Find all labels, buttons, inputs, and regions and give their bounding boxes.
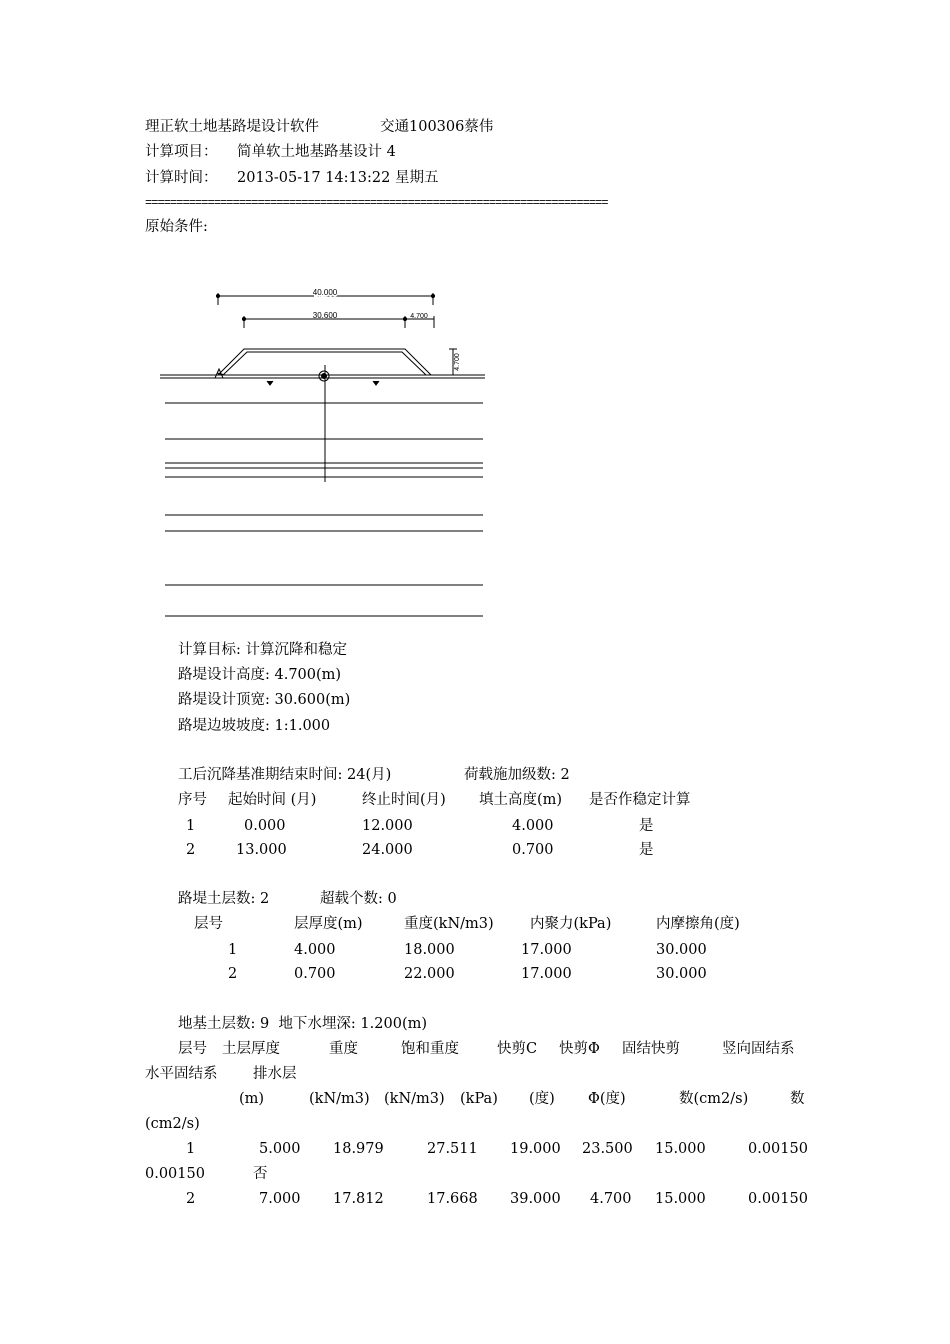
- fnd-header: 土层厚度: [222, 1041, 280, 1057]
- loading-header-fill: 填土高度(m): [479, 792, 563, 808]
- dim-top-label: 30.600: [312, 311, 338, 320]
- original-conditions-heading: 原始条件:: [145, 219, 208, 235]
- loading-header-stability: 是否作稳定计算: [589, 792, 691, 808]
- emb-header-weight: 重度(kN/m3): [404, 916, 494, 932]
- table-cell: 12.000: [362, 818, 413, 834]
- table-cell: 0.00150: [748, 1191, 808, 1207]
- load-stage-count: 荷载施加级数: 2: [464, 767, 570, 783]
- project-value: 简单软土地基路基设计 4: [237, 144, 396, 160]
- table-cell: 15.000: [655, 1191, 706, 1207]
- author-label: 交通100306蔡伟: [380, 119, 494, 135]
- fnd-header: 饱和重度: [401, 1041, 459, 1057]
- table-cell: 13.000: [236, 842, 287, 858]
- table-cell: 27.511: [427, 1141, 478, 1157]
- emb-header-thickness: 层厚度(m): [294, 916, 363, 932]
- loading-header-end: 终止时间(月): [362, 792, 446, 808]
- emb-header-no: 层号: [194, 916, 223, 932]
- table-cell: 7.000: [259, 1191, 301, 1207]
- slope-ratio: 路堤边坡坡度: 1:1.000: [178, 718, 331, 734]
- table-row: 2: [228, 966, 238, 982]
- fnd-header: 水平固结系: [145, 1066, 218, 1082]
- loading-header-no: 序号: [178, 792, 207, 808]
- fnd-header: 快剪C: [497, 1041, 538, 1057]
- table-row: 1: [186, 818, 196, 834]
- dim-height-label: 4.700: [454, 353, 461, 371]
- table-cell: 30.000: [656, 942, 707, 958]
- table-cell: 17.812: [333, 1191, 384, 1207]
- table-row: 2: [186, 1191, 196, 1207]
- design-height: 路堤设计高度: 4.700(m): [178, 667, 342, 683]
- time-label: 计算时间：: [145, 170, 218, 186]
- table-cell: 0.000: [244, 818, 286, 834]
- table-cell: 是: [639, 818, 654, 834]
- table-cell: 19.000: [510, 1141, 561, 1157]
- table-cell: 0.700: [294, 966, 336, 982]
- fnd-unit: 数: [790, 1091, 805, 1107]
- settlement-period: 工后沉降基准期结束时间: 24(月): [178, 767, 392, 783]
- table-cell: 0.700: [512, 842, 554, 858]
- table-cell: 是: [639, 842, 654, 858]
- table-cell: 否: [253, 1166, 268, 1182]
- fnd-unit: (kN/m3): [309, 1091, 370, 1107]
- table-row: 1: [228, 942, 238, 958]
- loading-header-start: 起始时间 (月): [228, 792, 317, 808]
- fnd-unit: (度): [529, 1091, 555, 1107]
- table-cell: 4.000: [294, 942, 336, 958]
- table-cell: 5.000: [259, 1141, 301, 1157]
- fnd-unit: (kN/m3): [384, 1091, 445, 1107]
- table-row: 2: [186, 842, 196, 858]
- fnd-header: 排水层: [253, 1066, 297, 1082]
- table-cell: 24.000: [362, 842, 413, 858]
- fnd-header: 重度: [329, 1041, 358, 1057]
- table-cell: 22.000: [404, 966, 455, 982]
- time-value: 2013-05-17 14:13:22 星期五: [237, 170, 439, 186]
- emb-header-cohesion: 内聚力(kPa): [530, 916, 612, 932]
- table-cell: 17.000: [521, 966, 572, 982]
- table-cell: 4.700: [590, 1191, 632, 1207]
- fnd-header: 层号: [178, 1041, 207, 1057]
- foundation-summary: 地基土层数: 9 地下水埋深: 1.200(m): [178, 1016, 428, 1032]
- fnd-header: 竖向固结系: [722, 1041, 795, 1057]
- dim-total-label: 40.000: [312, 288, 338, 297]
- fnd-unit: (cm2/s): [145, 1116, 200, 1132]
- fnd-header: 快剪Φ: [559, 1041, 600, 1057]
- fnd-header: 固结快剪: [622, 1041, 680, 1057]
- emb-header-friction: 内摩擦角(度): [656, 916, 740, 932]
- table-cell: 15.000: [655, 1141, 706, 1157]
- surcharge-count: 超载个数: 0: [320, 891, 397, 907]
- embankment-cross-section-diagram: [155, 285, 495, 625]
- table-cell: 0.00150: [145, 1166, 205, 1182]
- table-row: 1: [186, 1141, 196, 1157]
- table-cell: 17.668: [427, 1191, 478, 1207]
- table-cell: 0.00150: [748, 1141, 808, 1157]
- software-title: 理正软土地基路堤设计软件: [145, 119, 319, 135]
- calc-target: 计算目标: 计算沉降和稳定: [178, 642, 347, 658]
- project-label: 计算项目：: [145, 144, 218, 160]
- table-cell: 17.000: [521, 942, 572, 958]
- table-cell: 30.000: [656, 966, 707, 982]
- fnd-unit: (kPa): [460, 1091, 498, 1107]
- fnd-unit: 数(cm2/s): [679, 1091, 749, 1107]
- separator-line: ==========================================================================: [145, 196, 608, 210]
- table-cell: 4.000: [512, 818, 554, 834]
- fnd-unit: Φ(度): [588, 1091, 626, 1107]
- table-cell: 18.979: [333, 1141, 384, 1157]
- embankment-layer-count: 路堤土层数: 2: [178, 891, 270, 907]
- dim-slope-label: 4.700: [410, 313, 428, 320]
- table-cell: 18.000: [404, 942, 455, 958]
- design-top-width: 路堤设计顶宽: 30.600(m): [178, 692, 351, 708]
- fnd-unit: (m): [239, 1091, 265, 1107]
- table-cell: 39.000: [510, 1191, 561, 1207]
- table-cell: 23.500: [582, 1141, 633, 1157]
